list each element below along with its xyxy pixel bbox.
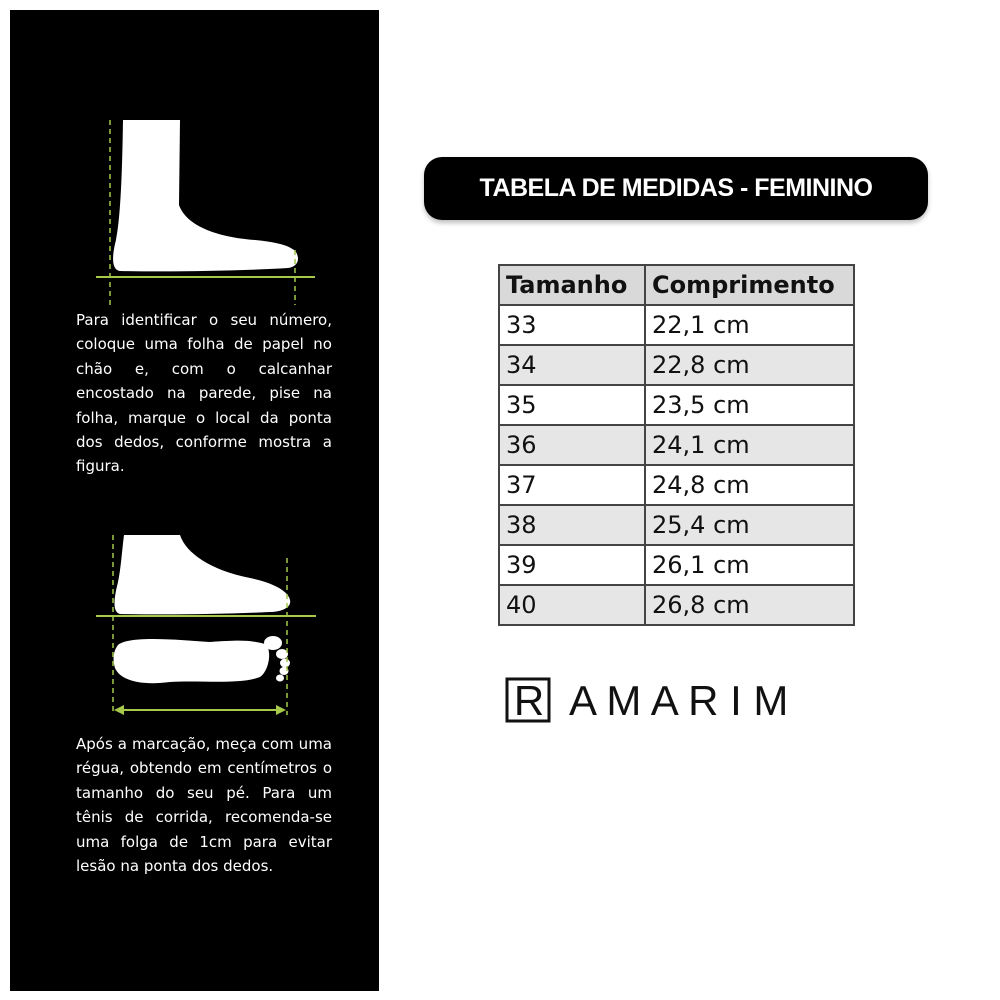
length-cell: 25,4 cm xyxy=(645,505,854,545)
brand-mark-letter: R xyxy=(513,677,545,724)
table-row xyxy=(499,545,854,585)
table-row xyxy=(499,465,854,505)
table-row xyxy=(499,345,854,385)
foot-side-icon xyxy=(115,535,291,614)
foot-side-icon xyxy=(90,105,330,305)
length-cell: 24,8 cm xyxy=(645,465,854,505)
instruction-step-2: Após a marcação, meça com uma régua, obtendo em centímetros o tamanho do seu pé. Para um tênis de corrida, recomenda-se uma folga de 1cm para evitar lesão na ponta dos dedos. xyxy=(76,735,332,876)
table-row xyxy=(499,425,854,465)
size-cell: 38 xyxy=(499,505,645,545)
instruction-panel xyxy=(10,10,379,991)
column-header-size: Tamanho xyxy=(499,265,645,305)
table-row xyxy=(499,585,854,625)
size-cell: 37 xyxy=(499,465,645,505)
table-header-row xyxy=(499,265,854,305)
table-row xyxy=(499,385,854,425)
length-cell: 24,1 cm xyxy=(645,425,854,465)
foot-top-icon xyxy=(114,636,290,683)
length-cell: 22,8 cm xyxy=(645,345,854,385)
size-cell: 35 xyxy=(499,385,645,425)
foot-measure-figure xyxy=(90,520,330,720)
length-cell: 26,1 cm xyxy=(645,545,854,585)
size-table xyxy=(498,264,855,626)
size-cell: 40 xyxy=(499,585,645,625)
column-header-length: Comprimento xyxy=(645,265,854,305)
measure-arrow-icon xyxy=(114,705,286,715)
table-row xyxy=(499,305,854,345)
size-cell: 34 xyxy=(499,345,645,385)
size-cell: 33 xyxy=(499,305,645,345)
brand-name: A M A R I M xyxy=(569,677,789,724)
length-cell: 23,5 cm xyxy=(645,385,854,425)
length-cell: 26,8 cm xyxy=(645,585,854,625)
length-cell: 22,1 cm xyxy=(645,305,854,345)
size-cell: 36 xyxy=(499,425,645,465)
page-title: TABELA DE MEDIDAS - FEMININO xyxy=(424,157,928,220)
size-cell: 39 xyxy=(499,545,645,585)
instruction-step-1: Para identificar o seu número, coloque uma folha de papel no chão e, com o calcanhar encostado na parede, pise na folha, marque o local da ponta dos dedos, conforme mostra a figura. xyxy=(76,311,332,476)
brand-logo xyxy=(505,677,850,725)
table-row xyxy=(499,505,854,545)
